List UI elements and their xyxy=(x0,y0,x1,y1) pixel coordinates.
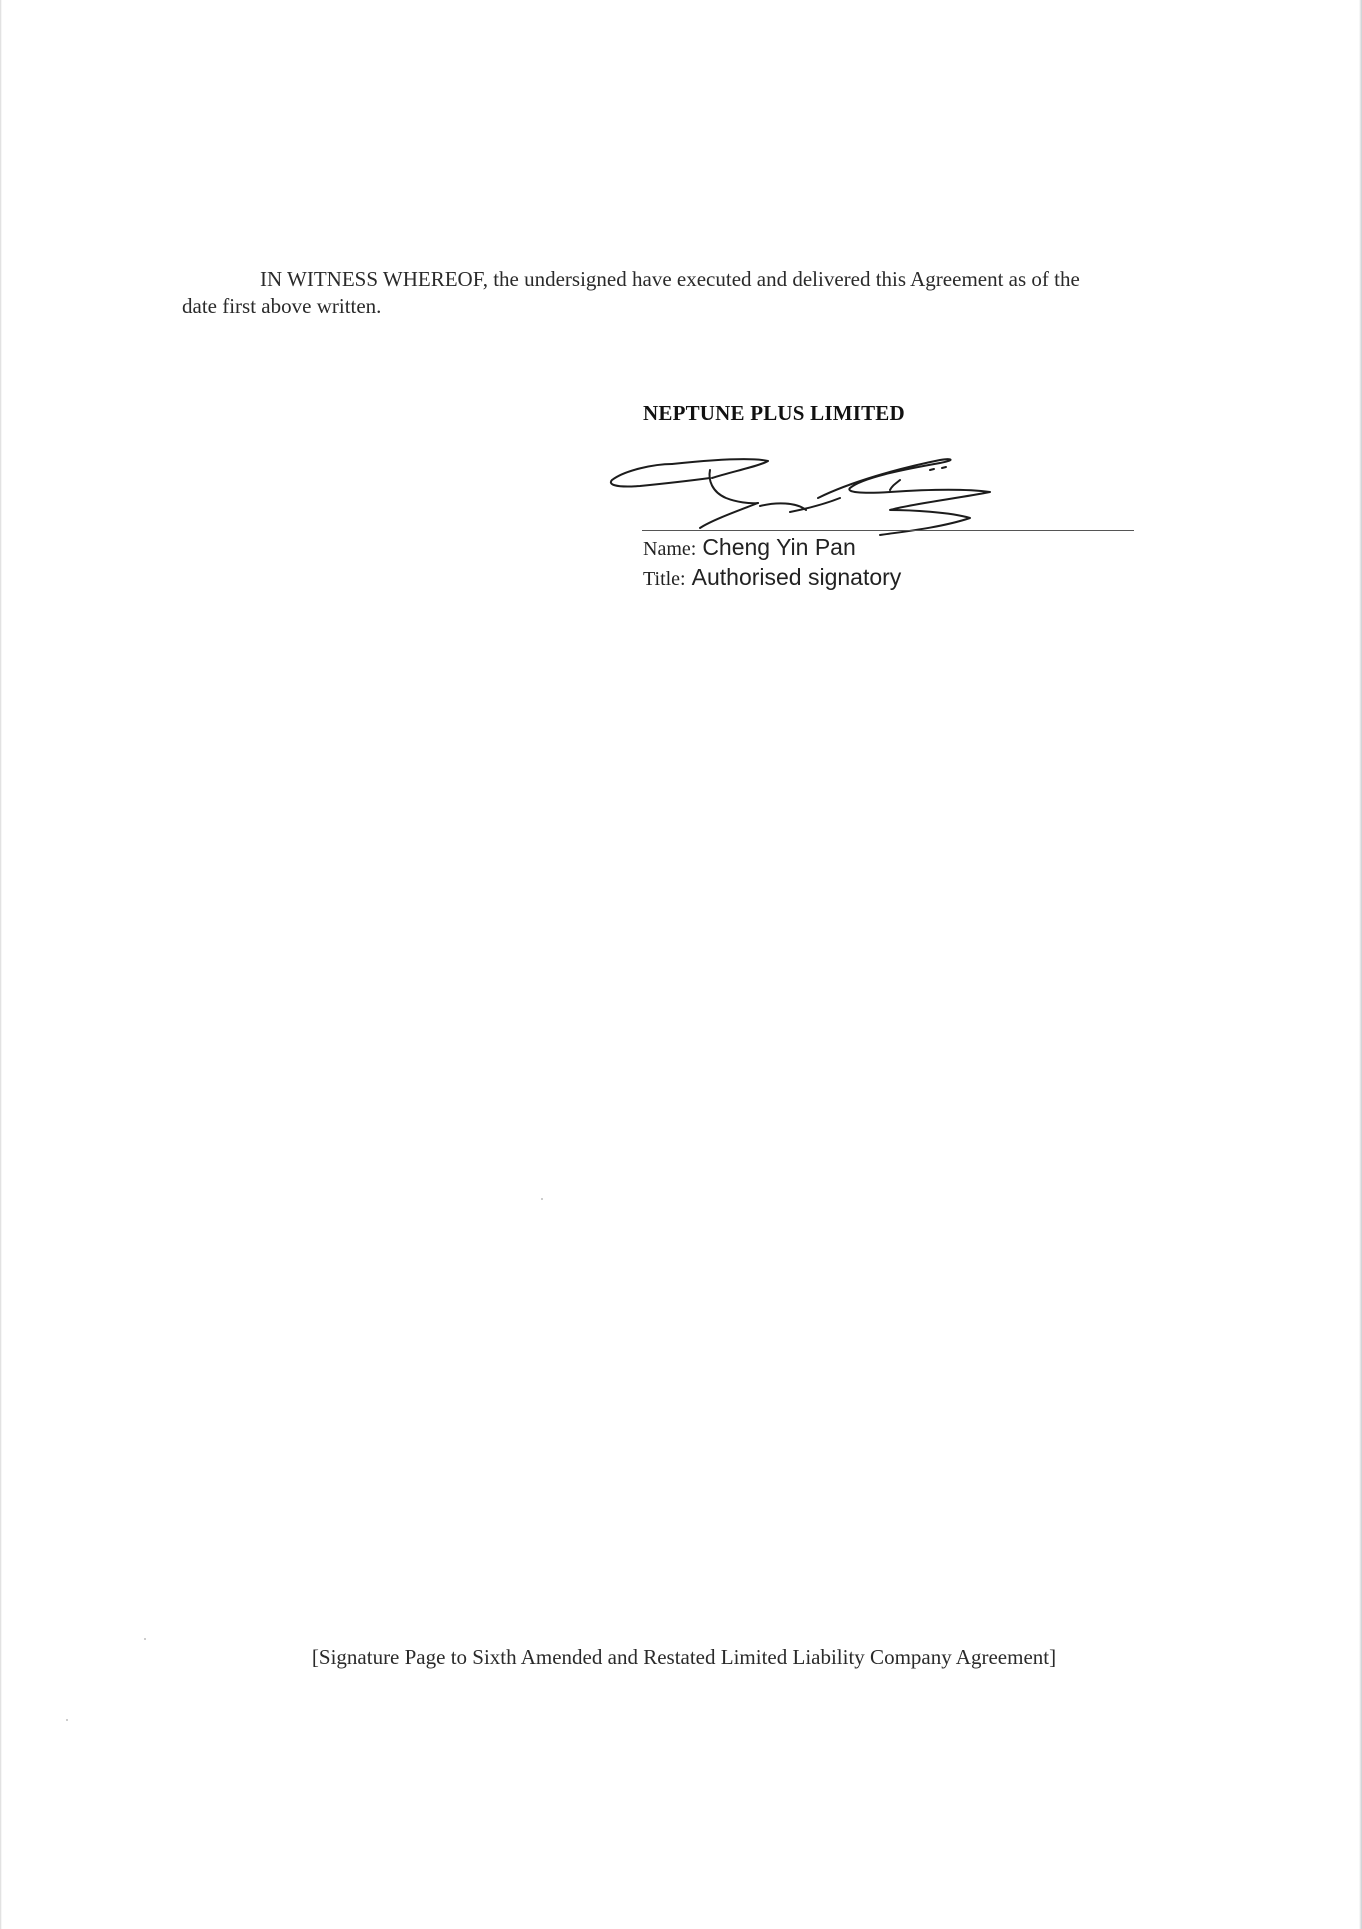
page-footer: [Signature Page to Sixth Amended and Restated Limited Liability Company Agreement] xyxy=(311,1645,1057,1669)
scan-speck xyxy=(144,1638,146,1640)
signatory-name: Cheng Yin Pan xyxy=(702,534,856,560)
company-name: NEPTUNE PLUS LIMITED xyxy=(643,401,905,425)
scan-edge xyxy=(0,0,2,1929)
name-label: Name: xyxy=(643,538,697,560)
signatory-title: Authorised signatory xyxy=(691,564,902,590)
signature-line xyxy=(642,530,1134,531)
signatory-title-row xyxy=(643,564,901,591)
signatory-name-row xyxy=(643,534,856,561)
scan-speck xyxy=(66,1719,68,1721)
title-label: Title: xyxy=(643,568,686,590)
witness-text-line: IN WITNESS WHEREOF, the undersigned have executed and delivered this Agreement as of the xyxy=(260,267,1080,291)
scan-speck xyxy=(541,1198,543,1200)
witness-text-line: date first above written. xyxy=(182,294,382,318)
witness-paragraph xyxy=(182,266,1182,320)
